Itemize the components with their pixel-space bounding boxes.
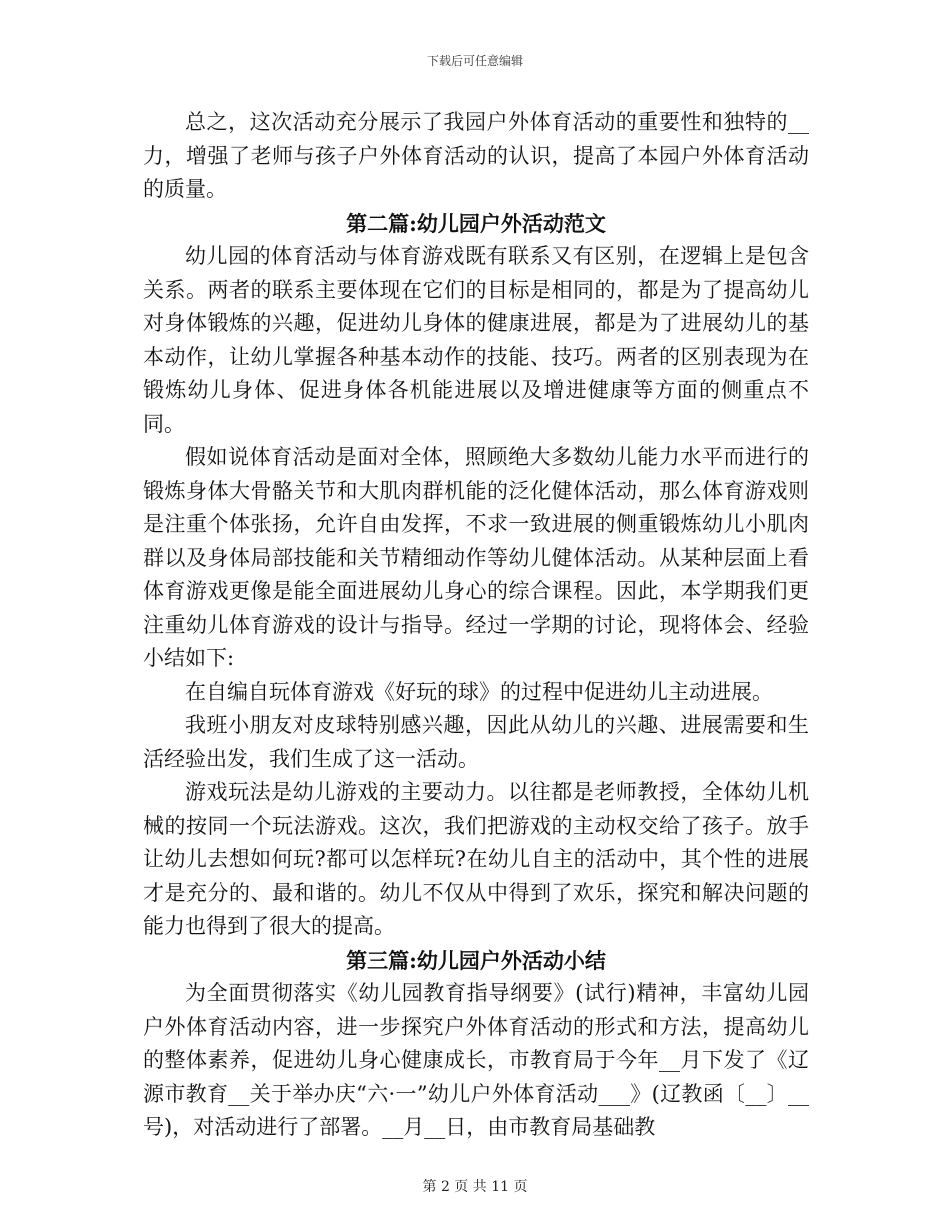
paragraph: 假如说体育活动是面对全体，照顾绝大多数幼儿能力水平而进行的锻炼身体大骨骼关节和大肌肉群机能的泛化健体活动，那么体育游戏则是注重个体张扬，允许自由发挥，不求一致进展的侧重锻炼幼儿小肌肉群以及身体局部技能和关节精细动作等幼儿健体活动。从某种层面上看体育游戏更像是能全面进展幼儿身心的综合课程。因此，本学期我们更注重幼儿体育游戏的设计与指导。经过一学期的讨论，现将体会、经验小结如下: (143, 445, 809, 670)
page-header: 下载后可任意编辑 (426, 54, 523, 68)
section-title-3: 第三篇:幼儿园户外活动小结 (346, 947, 606, 973)
paragraph: 幼儿园的体育活动与体育游戏既有联系又有区别，在逻辑上是包含关系。两者的联系主要体现在它们的目标是相同的，都是为了提高幼儿对身体锻炼的兴趣，促进幼儿身体的健康进展，都是为了进展幼儿的基本动作，让幼儿掌握各种基本动作的技能、技巧。两者的区别表现为在锻炼幼儿身体、促进身体各机能进展以及增进健康等方面的侧重点不同。 (143, 244, 809, 436)
page-footer: 第 2 页 共 11 页 (422, 1179, 528, 1195)
paragraph: 我班小朋友对皮球特别感兴趣，因此从幼儿的兴趣、进展需要和生活经验出发，我们生成了这一活动。 (143, 713, 809, 771)
section-title-2: 第二篇:幼儿园户外活动范文 (346, 210, 606, 236)
paragraph: 游戏玩法是幼儿游戏的主要动力。以往都是老师教授，全体幼儿机械的按同一个玩法游戏。这次，我们把游戏的主动权交给了孩子。放手让幼儿去想如何玩?都可以怎样玩?在幼儿自主的活动中，其个性的进展才是充分的、最和谐的。幼儿不仅从中得到了欢乐，探究和解决问题的能力也得到了很大的提高。 (143, 780, 809, 938)
document-body (143, 106, 809, 1145)
paragraph-summary: 总之，这次活动充分展示了我园户外体育活动的重要性和独特的__力，增强了老师与孩子户外体育活动的认识，提高了本园户外体育活动的质量。 (143, 110, 809, 201)
paragraph: 为全面贯彻落实《幼儿园教育指导纲要》(试行)精神，丰富幼儿园户外体育活动内容，进一步探究户外体育活动的形式和方法，提高幼儿的整体素养，促进幼儿身心健康成长，市教育局于今年__月下发了《辽源市教育__关于举办庆“六·一”幼儿户外体育活动___》(辽教函〔__〕__号)，对活动进行了部署。__月__日，由市教育局基础教 (143, 981, 809, 1139)
paragraph: 在自编自玩体育游戏《好玩的球》的过程中促进幼儿主动进展。 (185, 679, 773, 704)
